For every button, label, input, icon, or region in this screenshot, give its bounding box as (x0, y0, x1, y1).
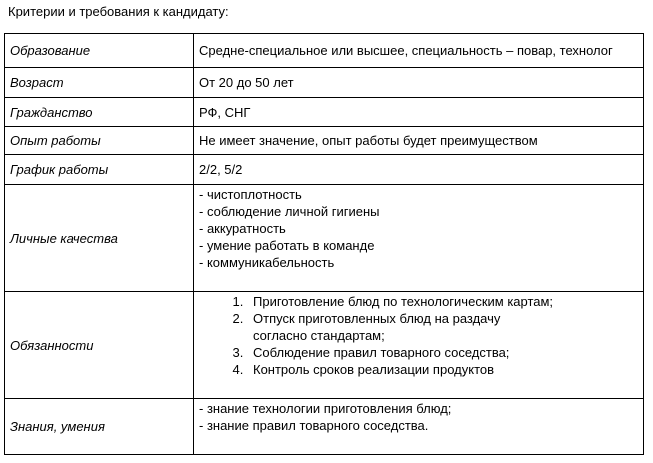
table-row-skills (5, 399, 644, 455)
list-item-text: Отпуск приготовленных блюд на раздачу согласно стандартам; (253, 311, 501, 343)
list-item: 1. Приготовление блюд по технологическим картам; (247, 293, 641, 310)
criteria-table (4, 33, 644, 455)
list-item: - соблюдение личной гигиены (199, 204, 380, 219)
list-item: - знание правил товарного соседства. (199, 418, 429, 433)
list-item: 4. Контроль сроков реализации продуктов (247, 361, 641, 378)
list-item: - аккуратность (199, 221, 286, 236)
skills-list (199, 400, 641, 434)
table-row-education (5, 34, 644, 68)
row-value-schedule: 2/2, 5/2 (194, 155, 644, 185)
row-label-experience: Опыт работы (5, 127, 194, 155)
page-title: Критерии и требования к кандидату: (8, 4, 229, 19)
row-label-schedule: График работы (5, 155, 194, 185)
row-value-age: От 20 до 50 лет (194, 68, 644, 98)
qualities-list (199, 186, 641, 271)
row-label-citizenship: Гражданство (5, 98, 194, 127)
list-item: 3. Соблюдение правил товарного соседства; (247, 344, 641, 361)
row-label-skills: Знания, умения (5, 399, 194, 455)
table-row-citizenship (5, 98, 644, 127)
table-row-age (5, 68, 644, 98)
list-item: - умение работать в команде (199, 238, 375, 253)
row-value-skills (194, 399, 644, 455)
row-value-citizenship: РФ, СНГ (194, 98, 644, 127)
table-row-experience (5, 127, 644, 155)
table-row-duties (5, 292, 644, 399)
row-value-duties (194, 292, 644, 399)
list-item: - чистоплотность (199, 187, 302, 202)
duties-list (199, 293, 641, 378)
table-row-schedule (5, 155, 644, 185)
list-item (247, 310, 553, 344)
table-row-qualities (5, 185, 644, 292)
row-value-qualities (194, 185, 644, 292)
row-label-age: Возраст (5, 68, 194, 98)
row-value-education: Средне-специальное или высшее, специальность – повар, технолог (194, 34, 644, 68)
row-value-experience: Не имеет значение, опыт работы будет преимуществом (194, 127, 644, 155)
list-item: - знание технологии приготовления блюд; (199, 401, 452, 416)
row-label-education: Образование (5, 34, 194, 68)
row-label-qualities: Личные качества (5, 185, 194, 292)
list-item: - коммуникабельность (199, 255, 335, 270)
row-label-duties: Обязанности (5, 292, 194, 399)
